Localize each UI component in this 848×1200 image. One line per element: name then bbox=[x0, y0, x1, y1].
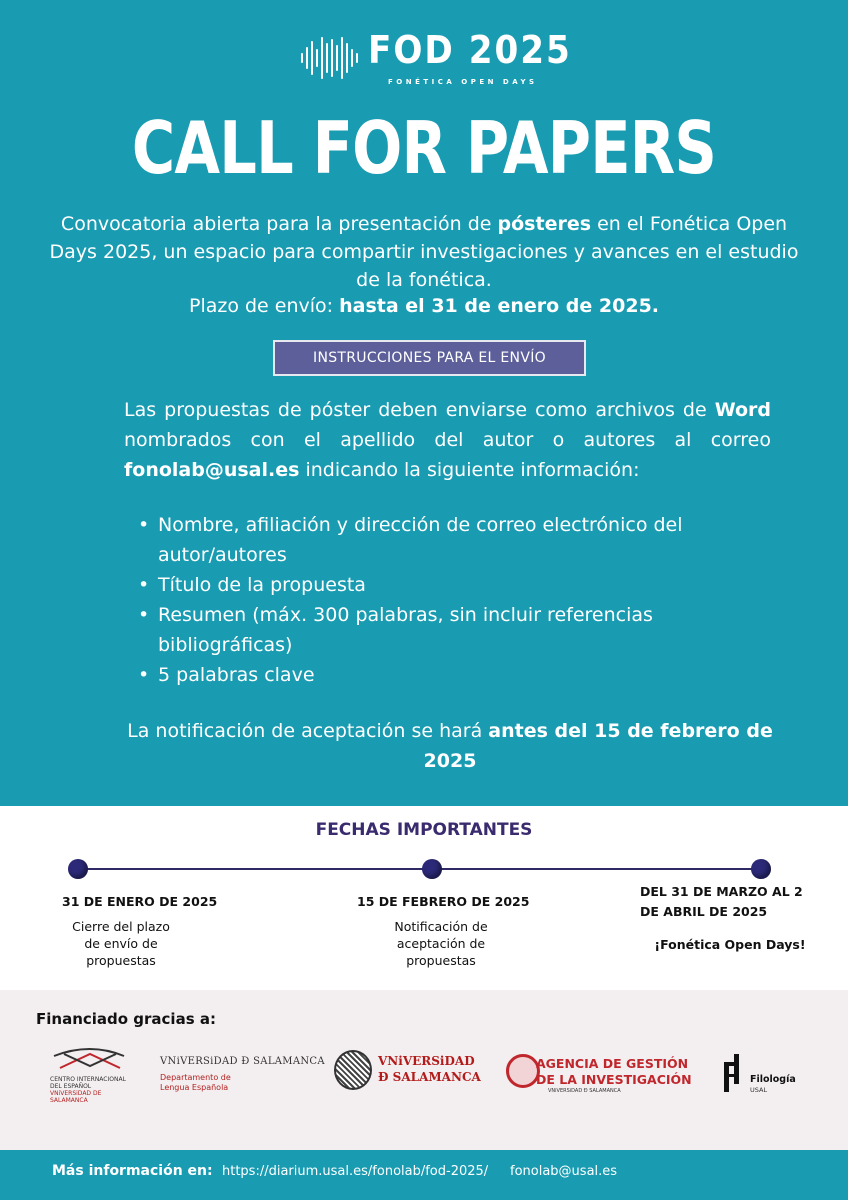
filologia-sub: USAL bbox=[750, 1086, 768, 1094]
footer-label: Más información en: bbox=[52, 1163, 213, 1179]
intro-bold: pósteres bbox=[497, 213, 592, 235]
notice-bold: antes del 15 de febrero de 2025 bbox=[423, 720, 773, 772]
intro-text bbox=[40, 210, 808, 294]
cie-logo bbox=[50, 1046, 130, 1102]
date-title: DEL 31 DE MARZO AL 2 DE ABRIL DE 2025 bbox=[640, 884, 803, 919]
instructions-part-3: indicando la siguiente información: bbox=[299, 459, 640, 481]
agi-name-1: AGENCIA DE GESTIÓN bbox=[536, 1056, 689, 1071]
footer bbox=[0, 1150, 848, 1200]
list-item: • Resumen (máx. 300 palabras, sin incluir referencias bibliográficas) bbox=[138, 600, 738, 660]
date-desc: Cierre del plazo de envío de propuestas bbox=[72, 919, 170, 968]
footer-email-link[interactable]: fonolab@usal.es bbox=[510, 1164, 618, 1179]
footer-url-link[interactable]: https://diarium.usal.es/fonolab/fod-2025/ bbox=[222, 1164, 489, 1179]
soundwave-icon bbox=[300, 36, 362, 80]
instructions-part-1: Las propuestas de póster deben enviarse como archivos de bbox=[124, 399, 715, 421]
timeline-line bbox=[78, 868, 762, 870]
page-title: CALL FOR PAPERS bbox=[131, 106, 717, 190]
usal-name-2: Ð SALAMANCA bbox=[378, 1070, 481, 1084]
instructions-button[interactable]: INSTRUCCIONES PARA EL ENVÍO bbox=[273, 340, 586, 376]
instructions-email[interactable]: fonolab@usal.es bbox=[124, 459, 300, 481]
funding-label: Financiado gracias a: bbox=[36, 1010, 216, 1028]
deadline-label: Plazo de envío: bbox=[188, 295, 340, 317]
fod-logo bbox=[300, 26, 572, 92]
important-dates bbox=[0, 806, 848, 990]
brand-subtitle: FONÉTICA OPEN DAYS bbox=[388, 78, 538, 86]
agi-emblem-icon bbox=[506, 1054, 540, 1088]
list-item: • Nombre, afiliación y dirección de correo electrónico del autor/autores bbox=[138, 510, 738, 570]
dle-university: VNiVERSiDAD Ð SALAMANCA bbox=[160, 1056, 325, 1067]
filologia-logo bbox=[722, 1054, 812, 1094]
notice-text bbox=[100, 716, 800, 776]
usal-seal-icon bbox=[334, 1050, 372, 1090]
timeline-dot bbox=[68, 859, 88, 879]
timeline-dot bbox=[751, 859, 771, 879]
agi-name-2: DE LA INVESTIGACIÓN bbox=[536, 1072, 692, 1087]
usal-name-1: VNiVERSiDAD bbox=[378, 1054, 475, 1068]
deadline-value: hasta el 31 de enero de 2025. bbox=[339, 295, 660, 317]
intro-part-1: Convocatoria abierta para la presentación de bbox=[60, 213, 498, 235]
usal-logo bbox=[334, 1050, 484, 1090]
cie-sub: VNiVERSiDAD DE SALAMANCA bbox=[50, 1090, 102, 1104]
date-desc: ¡Fonética Open Days! bbox=[654, 937, 806, 952]
dle-logo bbox=[160, 1056, 325, 1093]
timeline-dot bbox=[422, 859, 442, 879]
instructions-word: Word bbox=[714, 399, 771, 421]
brand-name: FOD 2025 bbox=[368, 28, 572, 72]
list-item: • 5 palabras clave bbox=[138, 660, 738, 690]
funding-section bbox=[0, 990, 848, 1150]
date-desc: Notificación de aceptación de propuestas bbox=[394, 919, 488, 968]
date-title: 31 DE ENERO DE 2025 bbox=[62, 894, 218, 909]
dates-title: FECHAS IMPORTANTES bbox=[315, 820, 533, 840]
deadline-text bbox=[40, 292, 808, 320]
filologia-mark-icon bbox=[722, 1054, 744, 1094]
instructions-part-2: nombrados con el apellido del autor o autores al correo bbox=[124, 429, 771, 451]
agi-sub: VNiVERSiDAD Ð SALAMANCA bbox=[548, 1088, 621, 1094]
cie-text bbox=[50, 1076, 130, 1104]
date-title: 15 DE FEBRERO DE 2025 bbox=[357, 894, 530, 909]
list-item: • Título de la propuesta bbox=[138, 570, 738, 600]
intro-part-2: en el Fonética Open Days 2025, un espacio para compartir investigaciones y avances en el estudio de la fonética. bbox=[49, 213, 799, 291]
cie-name: CENTRO INTERNACIONAL DEL ESPAÑOL bbox=[50, 1076, 126, 1090]
notice-part-1: La notificación de aceptación se hará bbox=[127, 720, 489, 742]
agi-logo bbox=[506, 1052, 706, 1092]
dle-department: Departamento de Lengua Española bbox=[160, 1073, 231, 1092]
requirements-list bbox=[138, 510, 738, 690]
cie-swoosh-icon bbox=[50, 1046, 128, 1074]
instructions-text bbox=[124, 395, 771, 485]
filologia-name: Filología bbox=[750, 1074, 796, 1085]
